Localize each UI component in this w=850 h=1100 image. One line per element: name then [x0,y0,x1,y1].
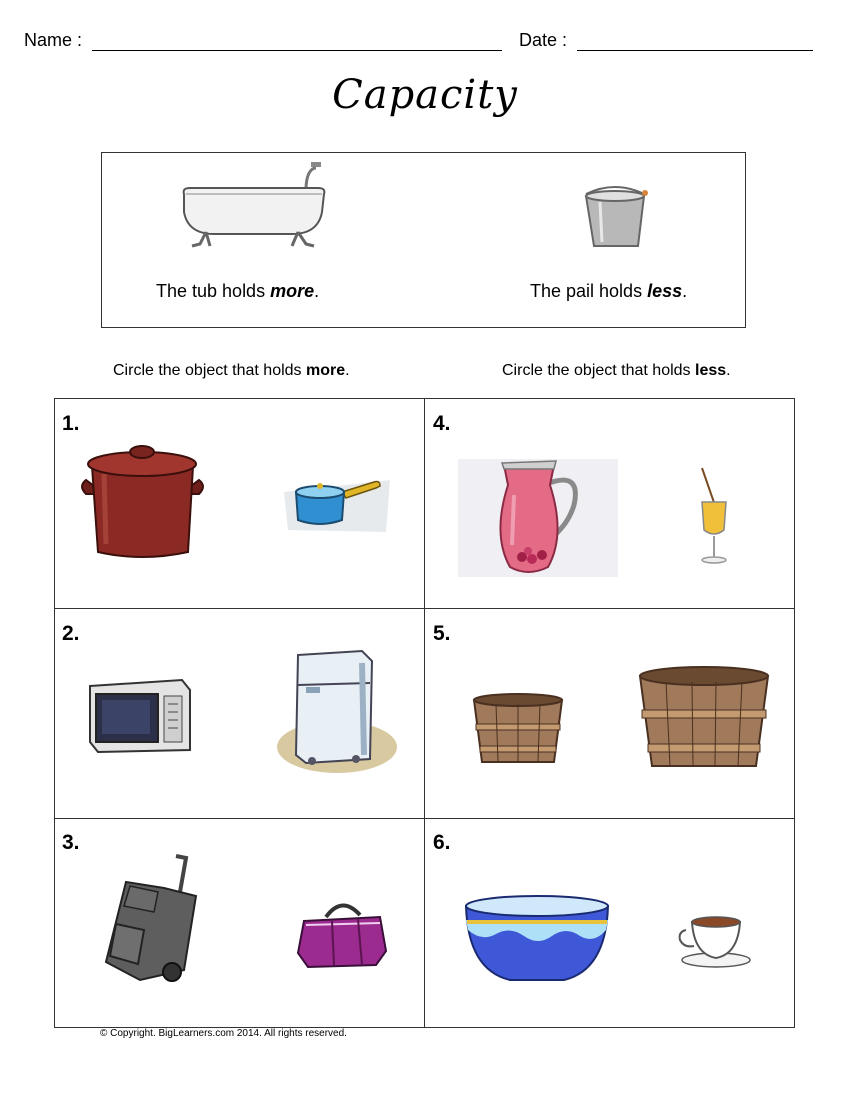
tub-sentence [156,281,319,302]
tub-sentence-end: . [314,281,320,301]
instruction-less-start: Circle the object that holds [502,362,695,379]
large-basket-icon[interactable] [636,660,772,770]
instruction-more-end: . [345,362,350,379]
champagne-glass-icon[interactable] [694,466,734,566]
problem-number: 1. [62,412,80,435]
large-bowl-icon[interactable] [462,890,612,986]
refrigerator-icon[interactable] [276,647,398,775]
saucepan-icon[interactable] [282,472,392,534]
pail-sentence-end: . [682,281,688,301]
small-basket-icon[interactable] [472,690,564,766]
problem-number: 5. [433,622,451,645]
date-line[interactable] [577,50,813,51]
problem-number: 2. [62,622,80,645]
instruction-less-word: less [695,362,727,379]
instruction-more [113,362,350,380]
microwave-icon[interactable] [86,678,194,754]
instruction-more-start: Circle the object that holds [113,362,306,379]
pail-icon [580,182,650,252]
pail-sentence [530,281,687,302]
instruction-less [502,362,731,380]
problem-number: 6. [433,831,451,854]
pitcher-icon[interactable] [458,455,618,580]
teacup-icon[interactable] [676,910,752,970]
grid-divider-1 [54,608,795,609]
name-line[interactable] [92,50,502,51]
copyright-notice: © Copyright. BigLearners.com 2014. All rights reserved. [100,1028,347,1039]
problem-number: 3. [62,831,80,854]
bathtub-icon [178,160,328,250]
stock-pot-icon[interactable] [80,440,205,565]
instruction-more-word: more [306,362,346,379]
tub-sentence-start: The tub holds [156,281,271,301]
tub-more-word: more [270,281,315,301]
grid-divider-vertical [424,398,425,1028]
pail-less-word: less [647,281,683,301]
duffel-bag-icon[interactable] [292,895,392,971]
instruction-less-end: . [726,362,731,379]
name-label: Name : [24,30,83,50]
date-label: Date : [519,30,568,50]
page-title: Capacity [332,72,518,118]
problem-number: 4. [433,412,451,435]
pail-sentence-start: The pail holds [530,281,648,301]
grid-divider-2 [54,818,795,819]
rolling-suitcase-icon[interactable] [102,852,202,992]
